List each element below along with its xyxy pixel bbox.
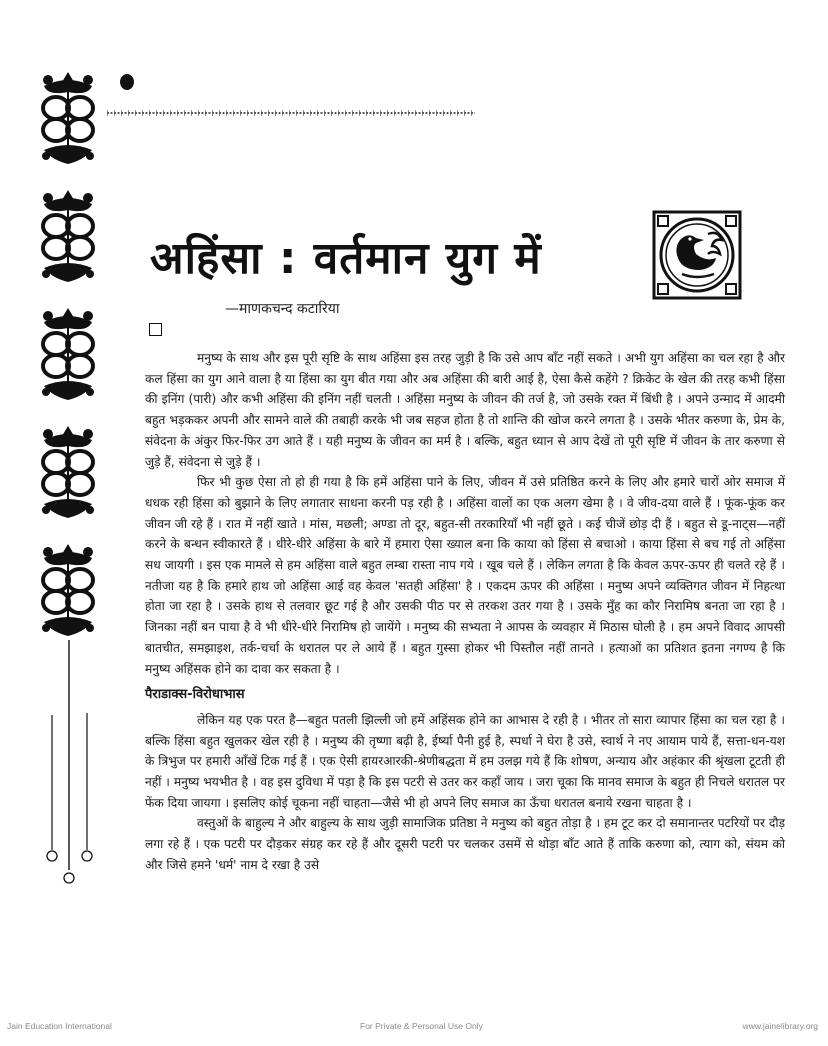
paragraph: वस्तुओं के बाहुल्य ने और बाहुल्य के साथ जुड़ी सामाजिक प्रतिष्ठा ने मनुष्य को बहुत तोड़ा है । हम टूट कर दो समानान्तर पटरियों पर दौड़ लगा रहे हैं । एक पटरी पर दौड़कर संग्रह कर रहे हैं और दूसरी पटरी पर चलकर उसमें से थोड़ा बाँट आते हैं ताकि करुणा को, त्याग को, संयम को और जिसे हमने 'धर्म' नाम दे रखा है उसे [145,816,785,872]
paragraph: फिर भी कुछ ऐसा तो हो ही गया है कि हमें अहिंसा पाने के लिए, जीवन में उसे प्रतिष्ठित करने के लिए और हमारे चारों ओर समाज में धधक रही हिंसा को बुझाने के लिए लगातार साधना करनी पड़ रही है । अहिंसा वालों का एक अलग खेमा है । वे जीव-दया वाले हैं । फूंक-फूंक कर जीवन जी रहे हैं । रात में नहीं खाते । मांस, मछली; अण्डा तो दूर, बहुत-सी तरकारियाँ भी नहीं छूते । कई चीजें छोड़ दी हैं । बहुत से डू-नाट्स—नहीं करने के बन्धन स्वीकारते हैं । धीरे-धीरे अहिंसा के बारे में हमारा ऐसा ख्याल बना कि काया को हिंसा से बचाओ । काया हिंसा से बच गई तो अहिंसा सध जायगी । इस एक मामले से हम अहिंसा वाले बहुत लम्बा रास्ता नाप गये । खूब चले हैं । लेकिन लगता है कि केवल ऊपर-ऊपर ही चलते रहे हैं । नतीजा यह है कि हमारे हाथ जो अहिंसा आई वह केवल 'सतही अहिंसा' है । एकदम ऊपर की अहिंसा । मनुष्य अपने व्यक्तिगत जीवन में निहत्था होता जा रहा है । उसके हाथ से तलवार छूट गई है और उसकी पीठ पर से तरकश उतर गया है । उसके मुँह का कौर निरामिष बनता जा रहा है । जिनका नहीं बन पाया है वे भी धीरे-धीरे निरामिष हो जायेंगे । मनुष्य की सभ्यता ने आपस के व्यवहार में मिठास घोली है । हम अपने विवाद आपसी बातचीत, समझाइश, तर्क-चर्चा के धरातल पर ले आये हैं । बहुत गुस्सा होकर भी पिस्तौल नहीं तानते । हत्याओं का प्रतिशत इतना नगण्य है कि मनुष्य अहिंसक होने का दावा कर सकता है । [145,475,785,676]
footer-website-link[interactable]: www.jainelibrary.org [742,1021,818,1031]
bird-emblem-icon [652,210,742,300]
decorative-dotted-rule [107,110,475,116]
footer-usage-note: For Private & Personal Use Only [360,1021,483,1031]
footer-publisher: Jain Education International [7,1021,112,1031]
floral-ornament-icon [38,306,98,402]
floral-ornament-icon [38,542,98,638]
floral-ornament-icon [38,188,98,284]
paragraph: लेकिन यह एक परत है—बहुत पतली झिल्ली जो हमें अहिंसक होने का आभास दे रही है । भीतर तो सारा व्यापार हिंसा का चल रहा है । बल्कि हिंसा बहुत खुलकर खेल रही है । मनुष्य की तृष्णा बढ़ी है, ईर्ष्या पैनी हुई है, स्पर्धा ने घेरा है उसे, स्वार्थ ने नए आयाम पाये हैं, सत्ता-धन-यश के त्रिभुज पर हमारी आँखें टिक गई हैं । एक ऐसी हायरआरकी-श्रेणीबद्धता में हम उलझ गये हैं कि शोषण, अन्याय और अहंकार की श्रृंखला टूटती ही नहीं । मनुष्य भयभीत है । वह इस दुविधा में पड़ा है कि इस पटरी से उतर कर कहाँ जाय । जरा चूका कि मानव समाज के बहुत ही निचले धरातल पर फेंक दिया जायगा । इसलिए कोई चूकना नहीं चाहता—जैसे भी हो अपने लिए समाज का ऊँचा धरातल बनाये रखना चाहता है । [145,712,785,810]
left-ornamental-border [38,70,100,660]
floral-ornament-icon [38,424,98,520]
bullet-dot-icon [120,74,134,90]
section-heading: पैराडाक्स-विरोधाभास [145,687,245,703]
page-footer [0,1021,828,1035]
article-author: —माणकचन्द कटारिया [225,301,340,317]
square-marker-icon [149,323,162,336]
stem-lines-ornament [38,640,100,890]
article-title: अहिंसा : वर्तमान युग में [150,233,542,284]
floral-ornament-icon [38,70,98,166]
article-body [145,348,785,876]
paragraph: मनुष्य के साथ और इस पूरी सृष्टि के साथ अहिंसा इस तरह जुड़ी है कि उसे आप बाँट नहीं सकते । अभी युग अहिंसा का चल रहा है और कल हिंसा का युग आने वाला है या हिंसा का युग बीत गया और अब अहिंसा की बारी आई है, ऐसा कैसे कहेंगे ? क्रिकेट के खेल की तरह कभी हिंसा की इनिंग (पारी) और कभी अहिंसा की इनिंग नहीं चलती । अहिंसा मनुष्य के जीवन की तर्ज है, जो उसके रक्त में बिंधी है । अपने उन्माद में आदमी बहुत भड़ककर अपनी और सामने वाले की तबाही करके भी जब सहज होता है तो शान्ति की खोज करने लगता है । उसके भीतर करुणा के, प्रेम के, संवेदना के अंकुर फिर-फिर उग आते हैं । यही मनुष्य के जीवन का मर्म है । बल्कि, बहुत ध्यान से आप देखें तो पूरी सृष्टि में जीवन के तार करुणा से जुड़े हैं, संवेदना से जुड़े हैं । [145,351,785,469]
